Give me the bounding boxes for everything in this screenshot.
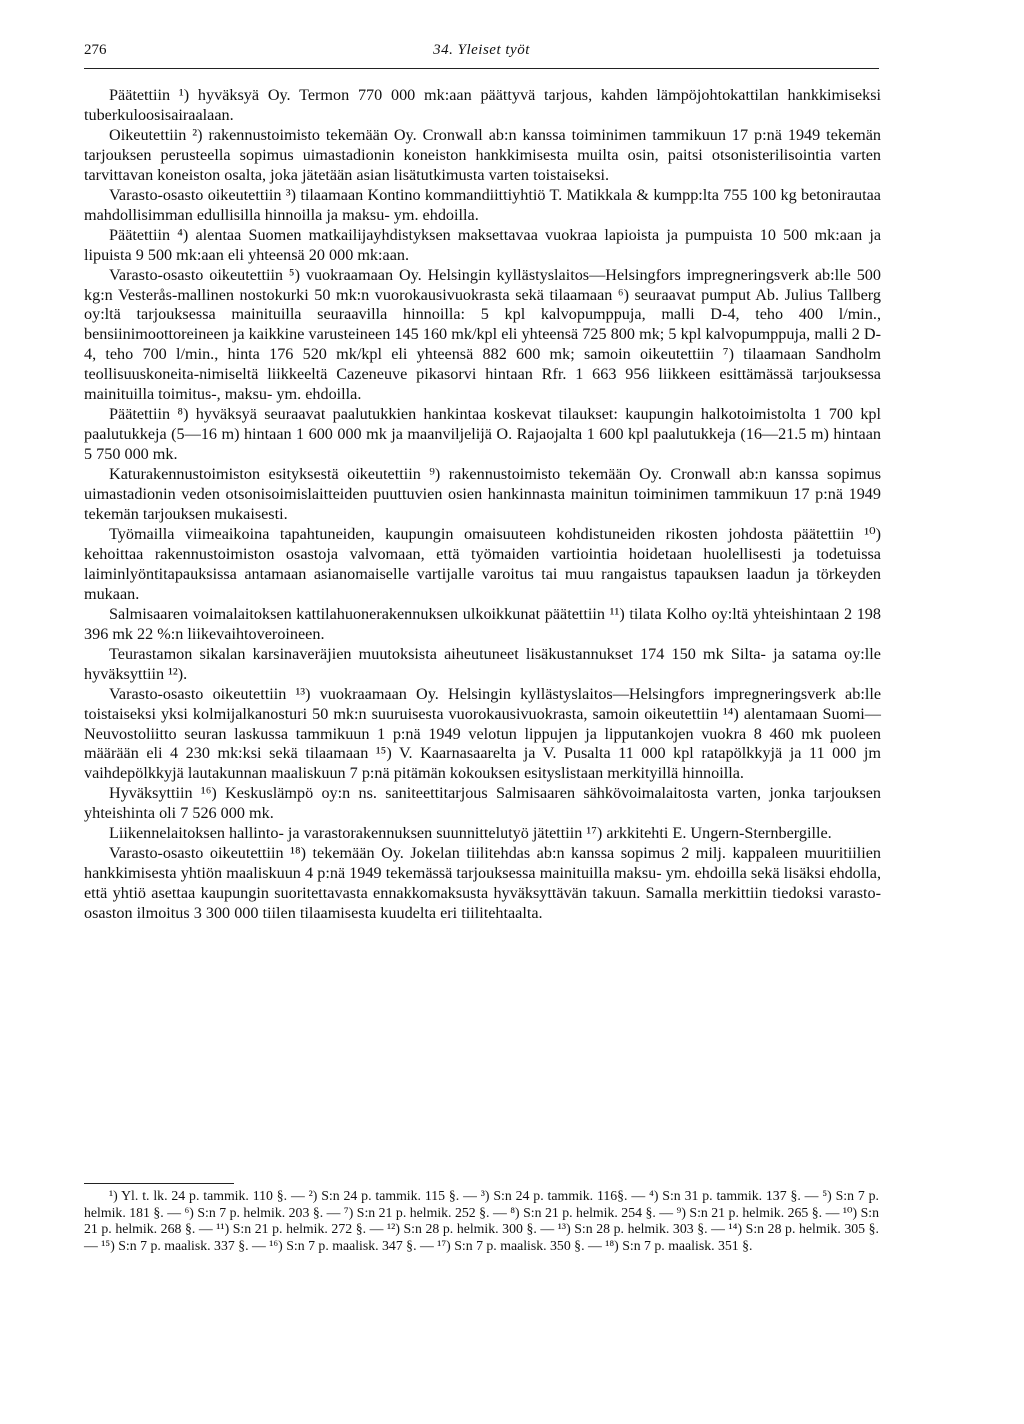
body-text [84,86,881,924]
running-title: 34. Yleiset työt [433,42,530,58]
paragraph: Teurastamon sikalan karsinaveräjien muutoksista aiheutuneet lisäkustannukset 174 150 mk Silta- ja satama oy:lle hyväksyttiin ¹²). [84,644,881,683]
paragraph: Päätettiin ⁴) alentaa Suomen matkailijayhdistyksen maksettavaa vuokraa lapioista ja pumpuista 10 500 mk:aan ja lipuista 9 500 mk:aan eli yhteensä 20 000 mk:aan. [84,225,881,264]
paragraph: Päätettiin ⁸) hyväksyä seuraavat paalutukkien hankintaa koskevat tilaukset: kaupungin halkotoimistolta 1 700 kpl paalutukkeja (5—16 m) hintaan 1 600 000 mk ja maanviljelijä O. Rajaojalta 1 600 kpl paalutukkeja (16—21.5 m) hintaan 5 750 000 mk. [84,405,881,464]
paragraph: Varasto-osasto oikeutettiin ¹³) vuokraamaan Oy. Helsingin kyllästyslaitos—Helsingfors impregneringsverk ab:lle toistaiseksi yksi kolmijalkanosturi 50 mk:n suuruisesta vuorokausivuokrasta, samoin oikeutettiin ¹⁴) alentamaan Suomi—Neuvostoliitto seuran laskussa tammikuun 1 p:nä 1949 velotun lippujen ja lipputankojen vuokra 8 460 mk puoleen määrään eli 4 230 mk:ksi sekä tilaamaan ¹⁵) V. Kaarnasaarelta ja V. Pusalta 11 000 kpl ratapölkkyjä ja 11 000 jm vaihdepölkkyjä lautakunnan maaliskuun 7 p:nä pitämän kokouksen esityslistaan merkityillä hinnoilla. [84,684,881,783]
paragraph: Varasto-osasto oikeutettiin ³) tilaamaan Kontino kommandiittiyhtiö T. Matikkala & kumpp:lta 755 100 kg betonirautaa mahdollisimman edullisilla hinnoilla ja maksu- ym. ehdoilla. [84,185,881,224]
footnote-rule [84,1183,234,1184]
paragraph: Päätettiin ¹) hyväksyä Oy. Termon 770 000 mk:aan päättyvä tarjous, kahden lämpöjohtokattilan hankkimiseksi tuberkuloosisairaalaan. [84,86,881,124]
paragraph: Työmailla viimeaikoina tapahtuneiden, kaupungin omaisuuteen kohdistuneiden rikosten johdosta päätettiin ¹⁰) kehoittaa rakennustoimiston osastoja valvomaan, että työmaiden vartiointia hoidetaan huolellisesti ja todetuissa laiminlyöntitapauksissa antamaan asianomaiselle vartijalle varoitus tai muu rangaistus tapauksen laadun ja törkeyden mukaan. [84,524,881,603]
paragraph: Varasto-osasto oikeutettiin ⁵) vuokraamaan Oy. Helsingin kyllästyslaitos—Helsingfors impregneringsverk ab:lle 500 kg:n Vesterås-mallinen nostokurki 50 mk:n vuorokausivuokrasta sekä tilaamaan ⁶) seuraavat pumput Ab. Julius Tallberg oy:ltä tarjouksessa mainituilla seuraavilla hinnoilla: 5 kpl kalvopumppuja, malli D-4, teho 400 l/min., bensiinimoottoreineen ja kaikkine varusteineen 145 160 mk/kpl eli yhteensä 725 800 mk; 5 kpl kalvopumppuja, malli 2 D-4, teho 700 l/min., hinta 176 520 mk/kpl eli yhteensä 882 600 mk; samoin oikeutettiin ⁷) tilaamaan Sandholm teollisuuskoneita-nimiseltä liikkeeltä Cazeneuve pikasorvi hintaan Rfr. 1 663 956 liikkeen esittämässä tarjouksessa mainituilla toimitus-, maksu- ym. ehdoilla. [84,265,881,404]
page-header [84,42,879,64]
footnote-text: ¹) Yl. t. lk. 24 p. tammik. 110 §. — ²) S:n 24 p. tammik. 115 §. — ³) S:n 24 p. tammik. 116§. — ⁴) S:n 31 p. tammik. 137 §. — ⁵) S:n 7 p. helmik. 181 §. — ⁶) S:n 7 p. helmik. 203 §. — ⁷) S:n 21 p. helmik. 252 §. — ⁸) S:n 21 p. helmik. 254 §. — ⁹) S:n 21 p. helmik. 265 §. — ¹⁰) S:n 21 p. helmik. 268 §. — ¹¹) S:n 21 p. helmik. 272 §. — ¹²) S:n 28 p. helmik. 300 §. — ¹³) S:n 28 p. helmik. 303 §. — ¹⁴) S:n 28 p. helmik. 305 §. — ¹⁵) S:n 7 p. maalisk. 337 §. — ¹⁶) S:n 7 p. maalisk. 347 §. — ¹⁷) S:n 7 p. maalisk. 350 §. — ¹⁸) S:n 7 p. maalisk. 351 §. [84,1188,879,1254]
paragraph: Katurakennustoimiston esityksestä oikeutettiin ⁹) rakennustoimisto tekemään Oy. Cronwall ab:n kanssa sopimus uimastadionin veden otsonisoimislaitteiden puuttuvien osien hankinnasta mainitun toiminimen tammikuun 17 p:nä 1949 tekemän tarjouksen mukaisesti. [84,465,881,524]
paragraph: Hyväksyttiin ¹⁶) Keskuslämpö oy:n ns. saniteettitarjous Salmisaaren sähkövoimalaitosta varten, jonka tarjouksen yhteishinta oli 7 526 000 mk. [84,784,881,823]
paragraph: Varasto-osasto oikeutettiin ¹⁸) tekemään Oy. Jokelan tiilitehdas ab:n kanssa sopimus 2 milj. kappaleen muuritiilien hankkimisesta yhtiön maaliskuun 4 p:nä 1949 tekemässä tarjouksessa mainituilla maksu- ym. ehdoilla sekä lisäksi ehdolla, että yhtiö asettaa kaupungin suoritettavasta ennakkomaksusta hyväksyttävän takuun. Samalla merkittiin tiedoksi varasto-osaston ilmoitus 3 300 000 tiilen tilaamisesta kuudelta eri tiilitehtaalta. [84,844,881,923]
footnotes [84,1188,879,1255]
paragraph: Salmisaaren voimalaitoksen kattilahuonerakennuksen ulkoikkunat päätettiin ¹¹) tilata Kolho oy:ltä yhteishintaan 2 198 396 mk 22 %:n liikevaihtoveroineen. [84,604,881,643]
page-number: 276 [84,42,107,58]
paragraph: Oikeutettiin ²) rakennustoimisto tekemään Oy. Cronwall ab:n kanssa toiminimen tammikuun 17 p:nä 1949 tekemän tarjouksen perusteella sopimus uimastadionin koneiston hankkimisesta muilta osin, paitsi otsonisterilisointia varten tarvittavan koneiston osalta, joka jätetään asian lisätutkimusta varten toistaiseksi. [84,125,881,184]
paragraph: Liikennelaitoksen hallinto- ja varastorakennuksen suunnittelutyö jätettiin ¹⁷) arkkitehti E. Ungern-Sternbergille. [109,824,832,843]
header-rule [84,68,879,69]
